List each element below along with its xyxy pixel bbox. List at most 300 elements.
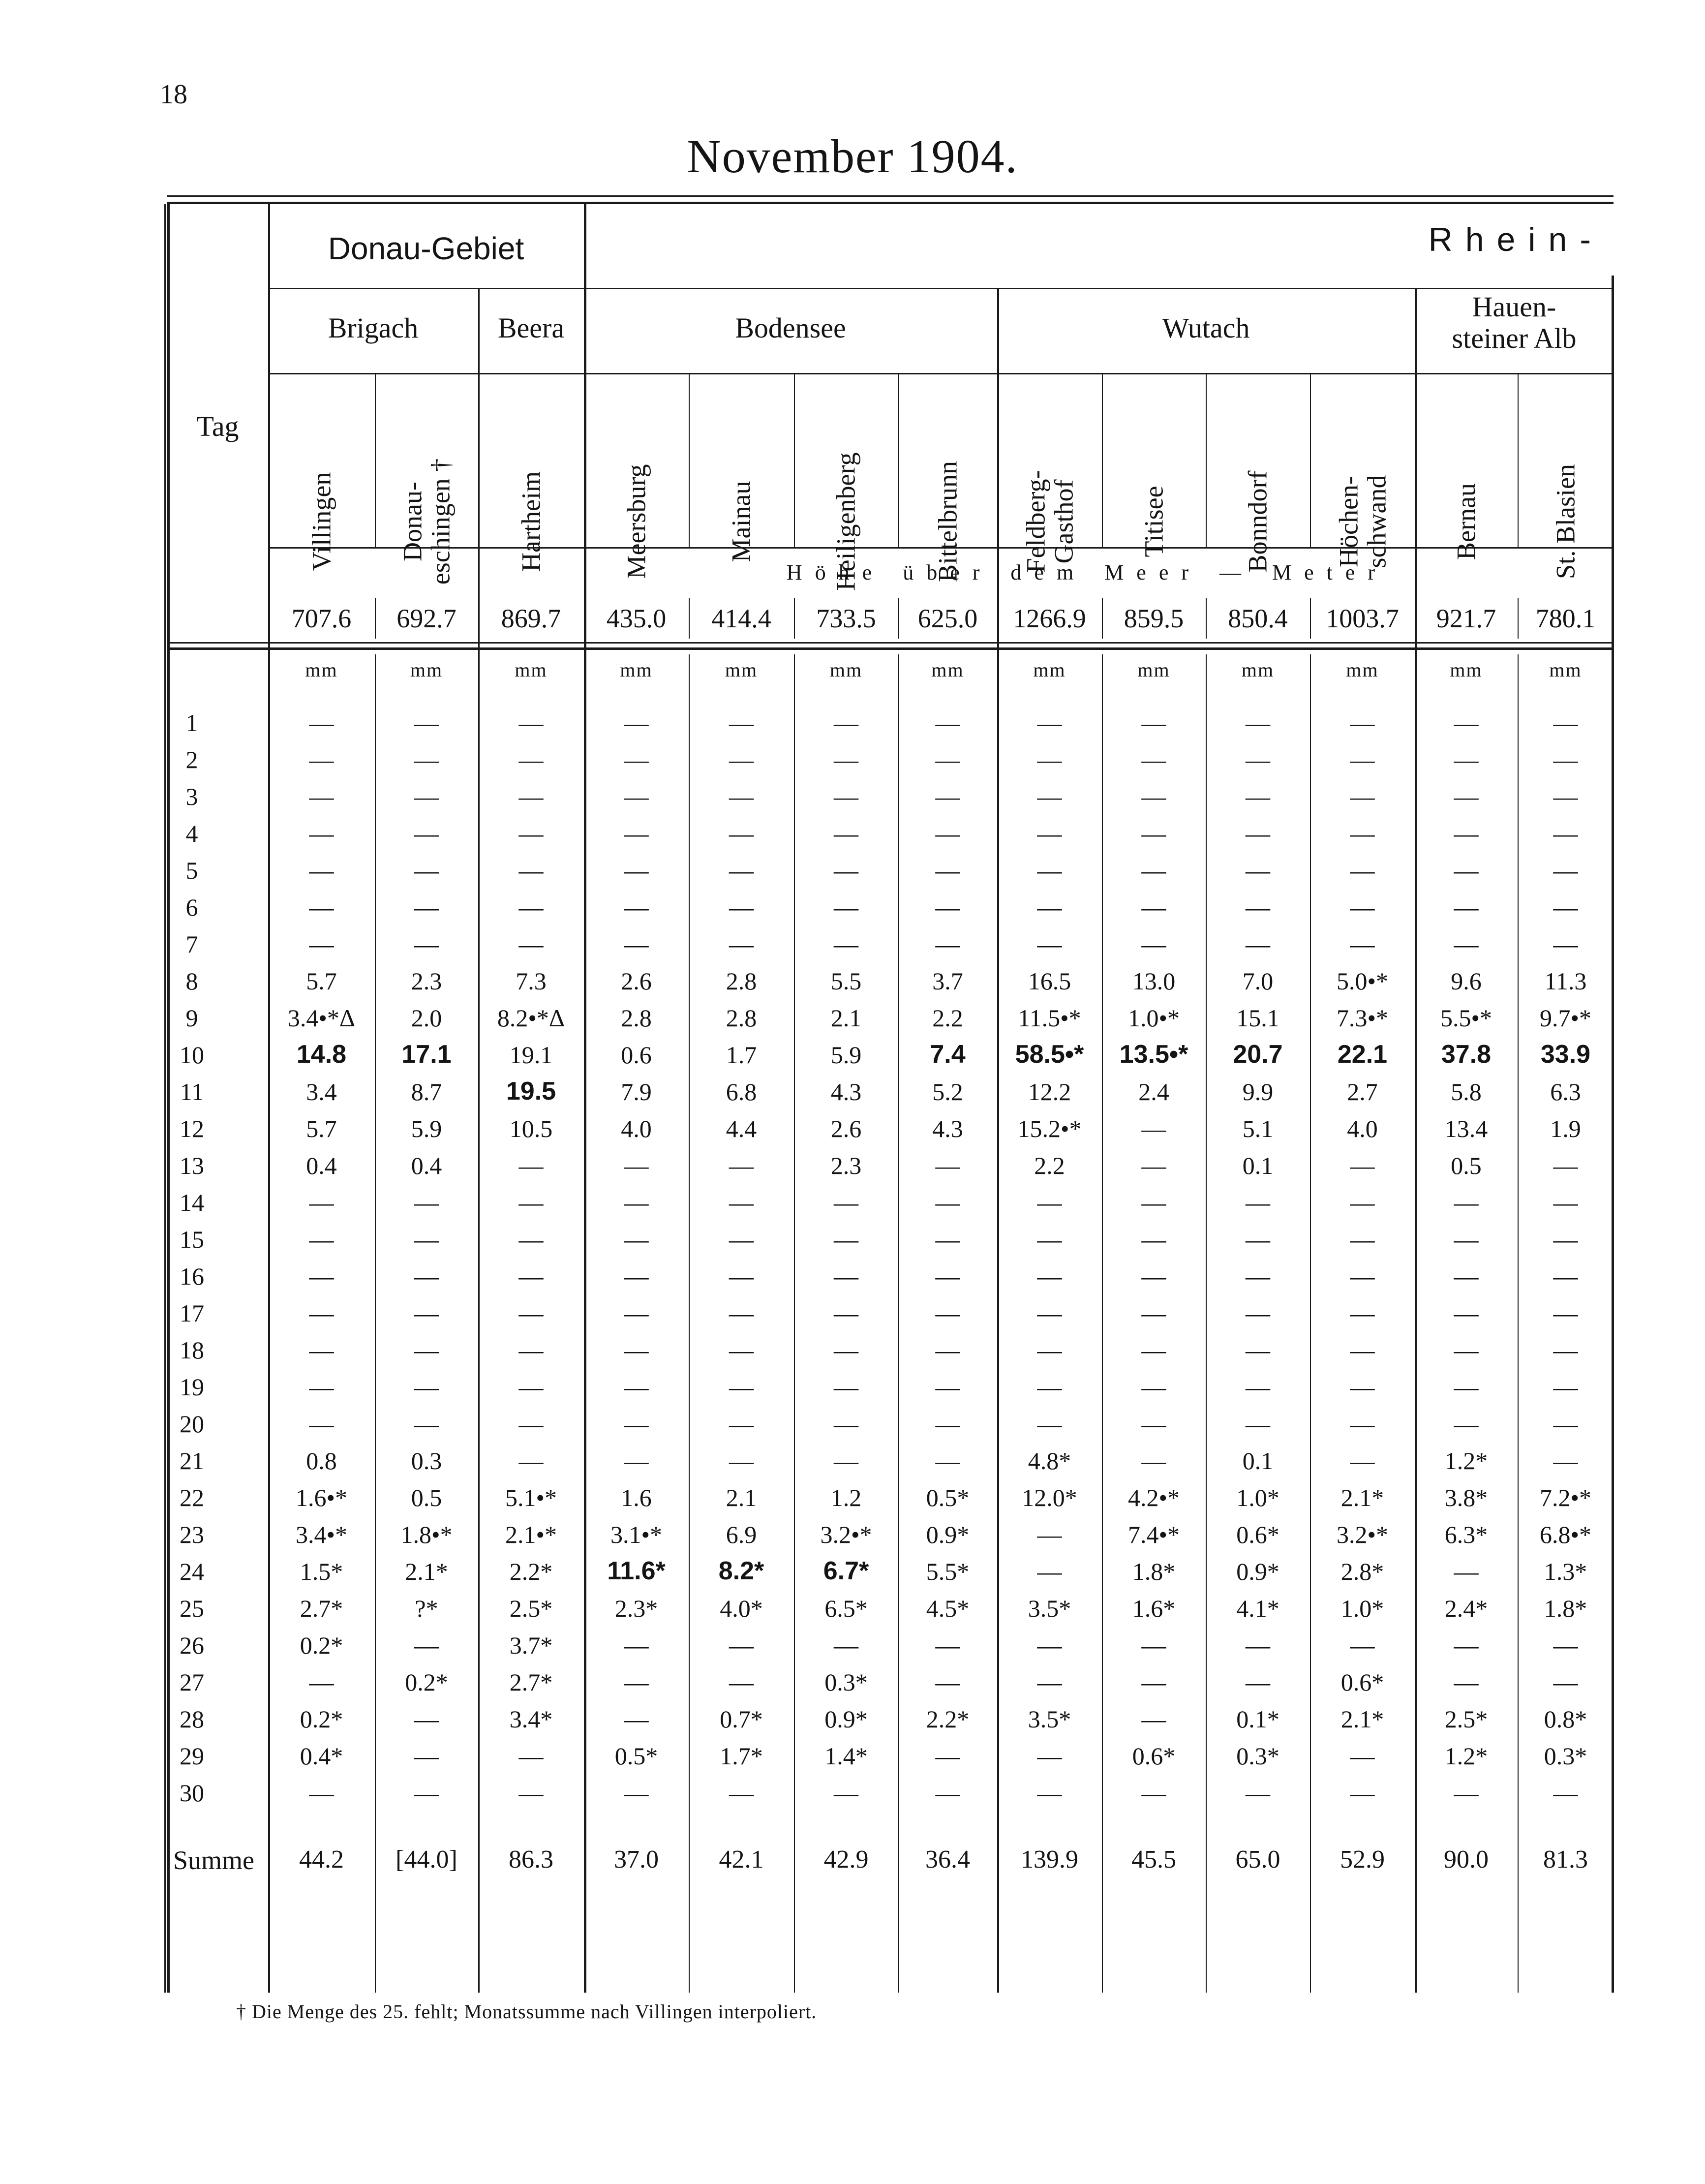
day-label: 23 (180, 1521, 204, 1548)
station-elevation: 850.4 (1228, 604, 1288, 633)
table-cell: 2.3 (411, 967, 442, 995)
table-cell: — (1141, 1631, 1166, 1659)
table-cell: — (1246, 930, 1270, 958)
table-cell: — (1141, 1262, 1166, 1290)
table-cell: — (935, 1373, 960, 1401)
table-cell: — (414, 1631, 439, 1659)
table-cell: 0.3* (1544, 1742, 1587, 1770)
table-cell: — (935, 1631, 960, 1659)
table-cell: 0.5 (1451, 1152, 1482, 1179)
table-cell: — (1553, 820, 1578, 847)
table-cell: 1.7 (726, 1041, 757, 1069)
table-cell: 2.5* (1444, 1705, 1488, 1733)
table-cell: 5.0•* (1336, 967, 1388, 995)
table-cell: — (1141, 1189, 1166, 1216)
table-cell: 3.4 (306, 1078, 337, 1106)
table-cell: — (309, 783, 334, 810)
table-cell: — (624, 1631, 649, 1659)
table-cell: — (1454, 1226, 1479, 1253)
table-cell: 6.5* (824, 1595, 868, 1622)
table-cell: — (518, 1299, 544, 1327)
table-cell: — (1454, 1373, 1479, 1401)
table-cell: — (414, 1705, 439, 1733)
table-cell: — (1246, 1779, 1270, 1807)
table-cell: 1.8•* (400, 1521, 453, 1548)
table-cell: — (1454, 1410, 1479, 1438)
table-cell: 2.4* (1444, 1595, 1488, 1622)
table-cell: 7.9 (621, 1078, 652, 1106)
day-label: 6 (185, 893, 198, 921)
table-cell: — (1141, 1336, 1166, 1364)
table-cell: — (834, 1189, 858, 1216)
table-cell: — (729, 709, 754, 737)
vertical-rule (898, 373, 899, 547)
table-cell: — (414, 1410, 439, 1438)
table-cell: 10.5 (509, 1115, 553, 1142)
table-cell: — (1553, 746, 1578, 773)
table-cell: — (414, 930, 439, 958)
table-cell: 1.3* (1544, 1558, 1587, 1585)
table-cell: 16.5 (1028, 967, 1071, 995)
station-elevation: 733.5 (816, 604, 876, 633)
table-cell: — (935, 1742, 960, 1770)
table-cell: — (1141, 746, 1166, 773)
table-cell: 0.3* (1236, 1742, 1279, 1770)
table-cell: 5.8 (1451, 1078, 1482, 1106)
table-cell: — (1037, 1631, 1062, 1659)
table-cell: 1.8* (1544, 1595, 1587, 1622)
table-cell: — (729, 1299, 754, 1327)
unit-label: mm (1241, 659, 1275, 681)
table-cell: — (1246, 709, 1270, 737)
table-cell: — (1553, 1299, 1578, 1327)
basin-title: Beera (497, 312, 565, 344)
table-cell: — (1037, 893, 1062, 921)
table-cell: — (624, 893, 649, 921)
table-cell: — (1553, 1152, 1578, 1179)
table-cell: 0.1 (1242, 1447, 1274, 1475)
table-cell: 0.6* (1340, 1668, 1384, 1696)
table-cell: — (518, 1152, 544, 1179)
table-cell: 3.5* (1028, 1705, 1071, 1733)
table-cell: 5.7 (306, 1115, 337, 1142)
table-cell: 5.5•* (1440, 1004, 1492, 1032)
table-cell: 7.2•* (1539, 1484, 1591, 1511)
vertical-rule (1518, 373, 1519, 547)
table-cell: 9.9 (1242, 1078, 1274, 1106)
table-cell: 6.9 (726, 1521, 757, 1548)
table-cell: — (309, 1299, 334, 1327)
table-cell: — (834, 1410, 858, 1438)
table-cell: 7.3 (516, 967, 547, 995)
table-cell: — (1454, 1558, 1479, 1585)
horizontal-rule (167, 642, 1614, 644)
table-cell: — (1350, 930, 1375, 958)
table-cell: — (834, 930, 858, 958)
table-cell: 5.9 (411, 1115, 442, 1142)
day-label: 26 (180, 1631, 204, 1659)
table-cell: 4.4 (726, 1115, 757, 1142)
table-cell: 0.4 (411, 1152, 442, 1179)
table-cell: — (414, 1742, 439, 1770)
table-cell: — (1037, 1336, 1062, 1364)
table-cell: 13.4 (1444, 1115, 1488, 1142)
table-cell: — (729, 930, 754, 958)
table-cell: 0.4 (306, 1152, 337, 1179)
table-cell: — (309, 1226, 334, 1253)
table-cell: — (1037, 1779, 1062, 1807)
table-cell: — (935, 1779, 960, 1807)
station-name: Heiligenberg (831, 452, 861, 591)
table-cell: — (729, 857, 754, 884)
table-cell: 7.4•* (1127, 1521, 1180, 1548)
table-cell: 0.8* (1544, 1705, 1587, 1733)
horizontal-rule (268, 373, 1614, 374)
basin-title: Hauen- steiner Alb (1452, 291, 1577, 354)
horizontal-rule (268, 288, 1614, 289)
table-cell: — (935, 783, 960, 810)
sum-cell: 139.9 (1021, 1846, 1078, 1874)
table-cell: — (1037, 783, 1062, 810)
table-cell: 19.1 (509, 1041, 553, 1069)
table-cell: 22.1 (1337, 1040, 1388, 1069)
vertical-rule (375, 373, 376, 547)
table-cell: 1.6* (1132, 1595, 1176, 1622)
table-cell: — (624, 1336, 649, 1364)
vertical-rule (1310, 373, 1311, 547)
table-cell: 5.2 (932, 1078, 963, 1106)
table-cell: — (414, 857, 439, 884)
table-cell: 1.5* (300, 1558, 343, 1585)
day-label: 22 (180, 1484, 204, 1511)
table-cell: — (1037, 930, 1062, 958)
table-cell: 1.2 (830, 1484, 862, 1511)
table-cell: 1.2* (1444, 1742, 1488, 1770)
page-number: 18 (160, 79, 187, 110)
day-label: 5 (185, 857, 198, 884)
table-cell: 1.9 (1550, 1115, 1581, 1142)
table-cell: 13.5•* (1119, 1040, 1188, 1069)
table-cell: — (834, 1262, 858, 1290)
table-cell: 2.7* (300, 1595, 343, 1622)
table-cell: — (1350, 1336, 1375, 1364)
table-cell: 2.8 (726, 1004, 757, 1032)
table-cell: — (935, 857, 960, 884)
table-cell: 4.1* (1236, 1595, 1279, 1622)
table-cell: — (1454, 1189, 1479, 1216)
table-cell: — (729, 1189, 754, 1216)
hoehe-label: Höhe über dem Meer — Meter (786, 560, 1388, 584)
table-cell: — (624, 709, 649, 737)
table-cell: — (309, 709, 334, 737)
table-cell: — (1141, 1152, 1166, 1179)
table-cell: — (1141, 1779, 1166, 1807)
table-cell: — (834, 783, 858, 810)
table-cell: — (1553, 1410, 1578, 1438)
day-label: 17 (180, 1299, 204, 1327)
table-cell: — (518, 893, 544, 921)
day-label: 2 (185, 746, 198, 773)
day-label: 19 (180, 1373, 204, 1401)
table-cell: 20.7 (1233, 1040, 1283, 1069)
table-cell: — (729, 1373, 754, 1401)
table-cell: — (1246, 1299, 1270, 1327)
horizontal-rule (167, 202, 1614, 204)
table-cell: — (414, 1373, 439, 1401)
table-cell: — (518, 1336, 544, 1364)
table-cell: 8.2•*Δ (497, 1004, 565, 1032)
table-cell: — (624, 1779, 649, 1807)
table-cell: — (1037, 1521, 1062, 1548)
table-cell: — (309, 1373, 334, 1401)
table-cell: — (624, 1152, 649, 1179)
sum-cell: 52.9 (1340, 1846, 1385, 1874)
table-cell: — (518, 709, 544, 737)
table-cell: — (935, 746, 960, 773)
table-cell: — (624, 1410, 649, 1438)
sum-cell: 42.9 (823, 1846, 869, 1874)
table-cell: — (1350, 893, 1375, 921)
day-label: 13 (180, 1152, 204, 1179)
table-cell: — (1350, 1742, 1375, 1770)
footnote: † Die Menge des 25. fehlt; Monatssumme nach Villingen interpoliert. (236, 2000, 817, 2023)
vertical-rule (689, 373, 690, 547)
table-cell: — (729, 1631, 754, 1659)
table-cell: — (935, 1152, 960, 1179)
day-label: 4 (185, 820, 198, 847)
table-cell: — (1037, 1742, 1062, 1770)
unit-label: mm (410, 659, 443, 681)
day-label: 20 (180, 1410, 204, 1438)
table-cell: — (1454, 1336, 1479, 1364)
table-cell: — (518, 1262, 544, 1290)
table-cell: 6.3* (1444, 1521, 1488, 1548)
table-cell: — (309, 1189, 334, 1216)
day-label: 24 (180, 1558, 204, 1585)
table-cell: — (1553, 1226, 1578, 1253)
table-cell: — (834, 1447, 858, 1475)
table-cell: 3.1•* (610, 1521, 662, 1548)
table-cell: 6.8 (726, 1078, 757, 1106)
table-cell: — (834, 857, 858, 884)
table-cell: 1.0•* (1127, 1004, 1180, 1032)
table-cell: 2.0 (411, 1004, 442, 1032)
table-cell: — (1553, 893, 1578, 921)
table-cell: — (518, 820, 544, 847)
table-cell: 3.2•* (820, 1521, 872, 1548)
table-cell: — (624, 783, 649, 810)
table-cell: 58.5•* (1015, 1040, 1084, 1069)
table-cell: 3.4* (509, 1705, 553, 1733)
sum-cell: 65.0 (1235, 1846, 1280, 1874)
day-label: 10 (180, 1041, 204, 1069)
table-cell: — (414, 746, 439, 773)
table-cell: 0.6* (1132, 1742, 1176, 1770)
table-cell: — (1350, 1189, 1375, 1216)
table-cell: — (309, 930, 334, 958)
table-cell: 15.2•* (1017, 1115, 1082, 1142)
table-cell: 5.1 (1242, 1115, 1274, 1142)
table-cell: 2.1 (830, 1004, 862, 1032)
table-cell: 0.9* (1236, 1558, 1279, 1585)
table-cell: — (1553, 1668, 1578, 1696)
table-cell: — (834, 1226, 858, 1253)
table-cell: ?* (415, 1595, 438, 1622)
table-cell: 0.9* (824, 1705, 868, 1733)
sum-cell: 37.0 (614, 1846, 659, 1874)
table-cell: 0.2* (405, 1668, 448, 1696)
table-cell: — (624, 1447, 649, 1475)
table-cell: — (1553, 783, 1578, 810)
table-cell: 1.8* (1132, 1558, 1176, 1585)
table-cell: — (1454, 746, 1479, 773)
table-cell: 4.0* (720, 1595, 763, 1622)
table-cell: — (309, 1779, 334, 1807)
unit-label: mm (1137, 659, 1170, 681)
table-cell: 2.8 (726, 967, 757, 995)
table-cell: — (1553, 1189, 1578, 1216)
table-cell: — (729, 1447, 754, 1475)
table-cell: — (729, 1668, 754, 1696)
table-cell: — (1454, 1631, 1479, 1659)
sum-cell: 45.5 (1131, 1846, 1176, 1874)
table-cell: — (1553, 857, 1578, 884)
table-cell: — (834, 1631, 858, 1659)
table-cell: — (935, 709, 960, 737)
table-cell: 4.5* (926, 1595, 970, 1622)
table-cell: — (935, 930, 960, 958)
table-cell: — (1350, 820, 1375, 847)
table-cell: 0.1 (1242, 1152, 1274, 1179)
table-cell: 0.2* (300, 1705, 343, 1733)
table-cell: — (1454, 1262, 1479, 1290)
table-cell: 1.6•* (295, 1484, 347, 1511)
table-cell: — (1246, 893, 1270, 921)
summe-label: Summe (173, 1846, 255, 1875)
sum-cell: [44.0] (396, 1846, 457, 1874)
table-cell: — (1350, 1631, 1375, 1659)
table-cell: 1.0* (1340, 1595, 1384, 1622)
unit-label: mm (1033, 659, 1066, 681)
table-cell: — (1037, 1299, 1062, 1327)
table-cell: — (1141, 709, 1166, 737)
unit-label: mm (725, 659, 758, 681)
station-name: Bernau (1451, 483, 1481, 560)
station-elevation: 625.0 (917, 604, 978, 633)
day-label: 9 (185, 1004, 198, 1032)
table-cell: — (1037, 1668, 1062, 1696)
table-cell: — (309, 746, 334, 773)
table-cell: — (729, 1336, 754, 1364)
table-cell: — (1350, 1226, 1375, 1253)
table-cell: — (1246, 1668, 1270, 1696)
table-cell: — (1350, 1299, 1375, 1327)
day-label: 11 (180, 1078, 204, 1106)
tag-header: Tag (196, 410, 239, 442)
table-cell: — (1246, 1373, 1270, 1401)
station-elevation: 780.1 (1535, 604, 1596, 633)
table-cell: 4.3 (932, 1115, 963, 1142)
day-label: 18 (180, 1336, 204, 1364)
day-label: 29 (180, 1742, 204, 1770)
table-cell: 4.3 (830, 1078, 862, 1106)
vertical-rule (1102, 373, 1103, 547)
table-cell: 2.2* (509, 1558, 553, 1585)
basin-title: Brigach (328, 312, 419, 344)
table-cell: 14.8 (296, 1040, 347, 1069)
table-cell: 1.6 (621, 1484, 652, 1511)
table-cell: — (1141, 1447, 1166, 1475)
table-cell: 2.1•* (505, 1521, 557, 1548)
table-cell: 37.8 (1441, 1040, 1492, 1069)
unit-label: mm (515, 659, 548, 681)
table-cell: — (1037, 746, 1062, 773)
day-label: 28 (180, 1705, 204, 1733)
station-elevation: 859.5 (1124, 604, 1184, 633)
table-cell: 0.5 (411, 1484, 442, 1511)
table-cell: — (729, 1779, 754, 1807)
table-cell: 3.2•* (1336, 1521, 1388, 1548)
table-cell: 3.7 (932, 967, 963, 995)
station-elevation: 869.7 (501, 604, 561, 633)
basin-title: Bodensee (735, 312, 846, 344)
day-label: 12 (180, 1115, 204, 1142)
table-cell: — (624, 1705, 649, 1733)
station-elevation: 435.0 (606, 604, 667, 633)
table-cell: — (1454, 857, 1479, 884)
day-label: 7 (185, 930, 198, 958)
table-cell: 0.6 (621, 1041, 652, 1069)
table-cell: 5.1•* (505, 1484, 557, 1511)
table-cell: — (1141, 1705, 1166, 1733)
vertical-rule (1206, 373, 1207, 547)
table-cell: 8.2* (718, 1557, 764, 1585)
table-cell: 6.3 (1550, 1078, 1581, 1106)
table-cell: — (935, 820, 960, 847)
table-cell: — (1454, 1299, 1479, 1327)
table-cell: — (1350, 1152, 1375, 1179)
table-cell: 0.5* (926, 1484, 970, 1511)
table-cell: — (1246, 783, 1270, 810)
table-cell: — (1350, 1779, 1375, 1807)
station-name: Feldberg- Gasthof (1020, 470, 1078, 573)
table-cell: 2.5* (509, 1595, 553, 1622)
day-label: 1 (185, 709, 198, 737)
table-cell: 0.8 (306, 1447, 337, 1475)
table-cell: — (935, 1299, 960, 1327)
table-cell: — (1454, 820, 1479, 847)
table-cell: 7.0 (1242, 967, 1274, 995)
day-label: 21 (180, 1447, 204, 1475)
table-cell: — (624, 1299, 649, 1327)
table-cell: — (1141, 930, 1166, 958)
unit-label: mm (305, 659, 338, 681)
station-elevation: 707.6 (291, 604, 352, 633)
table-cell: — (1350, 1373, 1375, 1401)
table-cell: 0.6* (1236, 1521, 1279, 1548)
table-cell: 2.2 (1034, 1152, 1065, 1179)
table-cell: — (518, 746, 544, 773)
table-cell: — (518, 1779, 544, 1807)
table-cell: — (1246, 1262, 1270, 1290)
table-cell: — (518, 1742, 544, 1770)
unit-label: mm (1450, 659, 1483, 681)
table-cell: 2.4 (1138, 1078, 1169, 1106)
sum-cell: 90.0 (1444, 1846, 1489, 1874)
table-cell: — (414, 1336, 439, 1364)
station-elevation: 1003.7 (1326, 604, 1399, 633)
table-cell: — (1037, 857, 1062, 884)
